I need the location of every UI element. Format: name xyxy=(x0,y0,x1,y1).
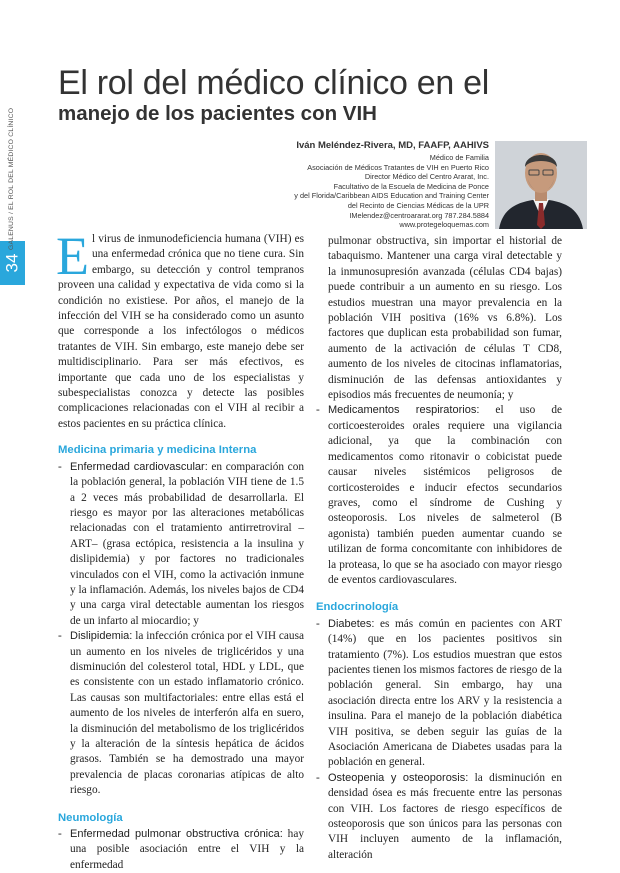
author-photo xyxy=(495,141,587,229)
list-item-continued xyxy=(316,234,562,403)
author-name: Iván Meléndez-Rivera, MD, FAAFP, AAHIVS xyxy=(296,140,489,151)
list-item xyxy=(58,827,304,873)
intro-paragraph xyxy=(56,226,304,432)
item-term: Dislipidemia: xyxy=(70,630,133,643)
section-heading-medicina: Medicina primaria y medicina Interna xyxy=(58,444,257,457)
left-column xyxy=(56,226,304,873)
section-heading-endocrinologia: Endocrinología xyxy=(316,601,399,614)
item-term: Osteopenia y osteoporosis: xyxy=(328,771,469,784)
list-item xyxy=(58,460,304,629)
author-line: Asociación de Médicos Tratantes de VIH en Puerto Rico xyxy=(307,162,489,172)
author-line: del Recinto de Ciencias Médicas de la UPR xyxy=(347,200,489,210)
author-email-phone: IMelendez@centroararat.org 787.284.5884 xyxy=(349,210,489,220)
list-item xyxy=(316,771,562,863)
intro-text: l virus de inmunodeficiencia humana (VIH) es una enfermedad crónica que no tiene cura. Sin embargo, su detección y control tempranos proveen una calidad y expectativa de vida como si la condición no existiese. Por años, el manejo de la infección del VIH se ha considerado como un asunto que corresponde a los infectólogos o médicos tratantes de VIH. Sin embargo, este manejo debe ser multidisciplinario. Para ser más efectivos, es importante que cada uno de los especialistas y subespecialistas conozca y detecte las posibles complicaciones relacionadas con el VIH al recibir a estos pacientes en su práctica clínica. xyxy=(58,233,304,430)
dash-bullet: - xyxy=(316,404,320,417)
item-text: hay una posible asociación entre el VIH y la enfermedad xyxy=(70,828,304,871)
article-subtitle: manejo de los pacientes con VIH xyxy=(58,102,377,125)
list-item xyxy=(316,617,562,771)
list-item xyxy=(58,629,304,798)
dash-bullet: - xyxy=(58,460,62,473)
author-line: Médico de Familia xyxy=(429,153,489,162)
running-head-text: GALENUS / EL ROL DEL MÉDICO CLÍNICO xyxy=(8,107,15,250)
item-term: Enfermedad cardiovascular: xyxy=(70,460,208,473)
author-block xyxy=(294,139,489,230)
dash-bullet: - xyxy=(316,771,320,784)
author-website: www.protegeloquemas.com xyxy=(399,220,489,230)
item-term: Enfermedad pulmonar obstructiva crónica: xyxy=(70,828,283,841)
item-text: en comparación con la población general, la población VIH tiene de 1.5 a 2 veces más probabilidad de desarrollarla. El riesgo es mayor por las alteraciones metabólicas relacionadas con el tratamiento antirretroviral –ART– (grasa ectópica, resistencia a la insulina y dislipidemia) y por factores no tradicionales vinculados con el VIH, como la activación inmune y la inflamación. Además, los niveles bajos de CD4 y una carga viral detectable aumentan los riesgos de un infarto al miocardio; y xyxy=(70,460,304,627)
continued-text: pulmonar obstructiva, sin importar el historial de tabaquismo. Mantener una carga viral detectable y la inmunosupresión avanzada (células CD4 bajas) puede contribuir a un aumento en su riesgo. Los estudios muestran una mayor prevalencia en la población VIH positiva (16% vs 6.8%). Los factores que duplican esta probabilidad son fumar, aumento de la activación de células T CD8, aumento de los niveles de citocinas inflamatorias, disminución de las defensas antioxidantes y episodios más frecuentes de neumonía; y xyxy=(328,235,562,402)
dash-bullet: - xyxy=(58,630,62,643)
author-line: Director Médico del Centro Ararat, Inc. xyxy=(364,172,489,182)
page-number: 34 xyxy=(2,253,22,273)
dash-bullet: - xyxy=(58,828,62,841)
list-item xyxy=(316,403,562,588)
item-text: la disminución en densidad ósea es más frecuente entre las personas con VIH. Los factores de riesgo específicos de osteoporosis que son únicos para las personas con VIH incluyen aumento de la inflamación, alteración xyxy=(328,771,562,861)
running-head xyxy=(3,107,15,250)
drop-cap: E xyxy=(56,226,89,286)
item-term: Medicamentos respiratorios: xyxy=(328,404,480,417)
author-line: Facultativo de la Escuela de Medicina de Ponce xyxy=(333,181,489,191)
right-column xyxy=(316,234,562,863)
item-text: la infección crónica por el VIH causa un aumento en los niveles de triglicéridos y una disminución del colesterol total, HDL y LDL, que es consistente con un estado inflamatorio crónico. Las causas son multifactoriales: entre ellas está el aumento de los niveles de interferón alfa en suero, la disminución del metabolismo de los triglicéridos y la alteración de la síntesis hepática de ácidos grasos. También se ha demostrado una mayor prevalencia de placas coronarias atípicas de alto riesgo. xyxy=(70,630,304,797)
author-line: y del Florida/Caribbean AIDS Education and Training Center xyxy=(294,191,489,201)
author-portrait-icon xyxy=(495,141,587,229)
item-text: es más común en pacientes con ART (14%) que en los pacientes positivos sin tratamiento (7%). Los estudios muestran que estos pacientes tienen los mismos factores de riesgo de la población general. Sin embargo, hay una asociación directa entre los ARV y la resistencia a insulina. Para el manejo de la población diabética VIH positiva, se deben seguir las guías de la Asociación Americana de Diabetes usadas para la población en general. xyxy=(328,617,562,769)
article-title: El rol del médico clínico en el xyxy=(58,64,490,102)
section-heading-neumologia: Neumología xyxy=(58,811,123,824)
item-text: el uso de corticoesteroides orales requiere una vigilancia adicional, ya que la combinación con medicamentos como ritonavir o cobicistat puede causar niveles sistémicos peligrosos de corticosteroides e inducir efectos secundarios graves, como el síndrome de Cushing y osteoporosis. Los niveles de salmeterol (B agonista) también pueden aumentar cuando se utilizan de forma concomitante con inhibidores de la proteasa, lo que se ha asociado con mayor riesgo de eventos cardiovasculares. xyxy=(328,404,563,586)
dash-bullet: - xyxy=(316,617,320,630)
item-term: Diabetes: xyxy=(328,617,375,630)
